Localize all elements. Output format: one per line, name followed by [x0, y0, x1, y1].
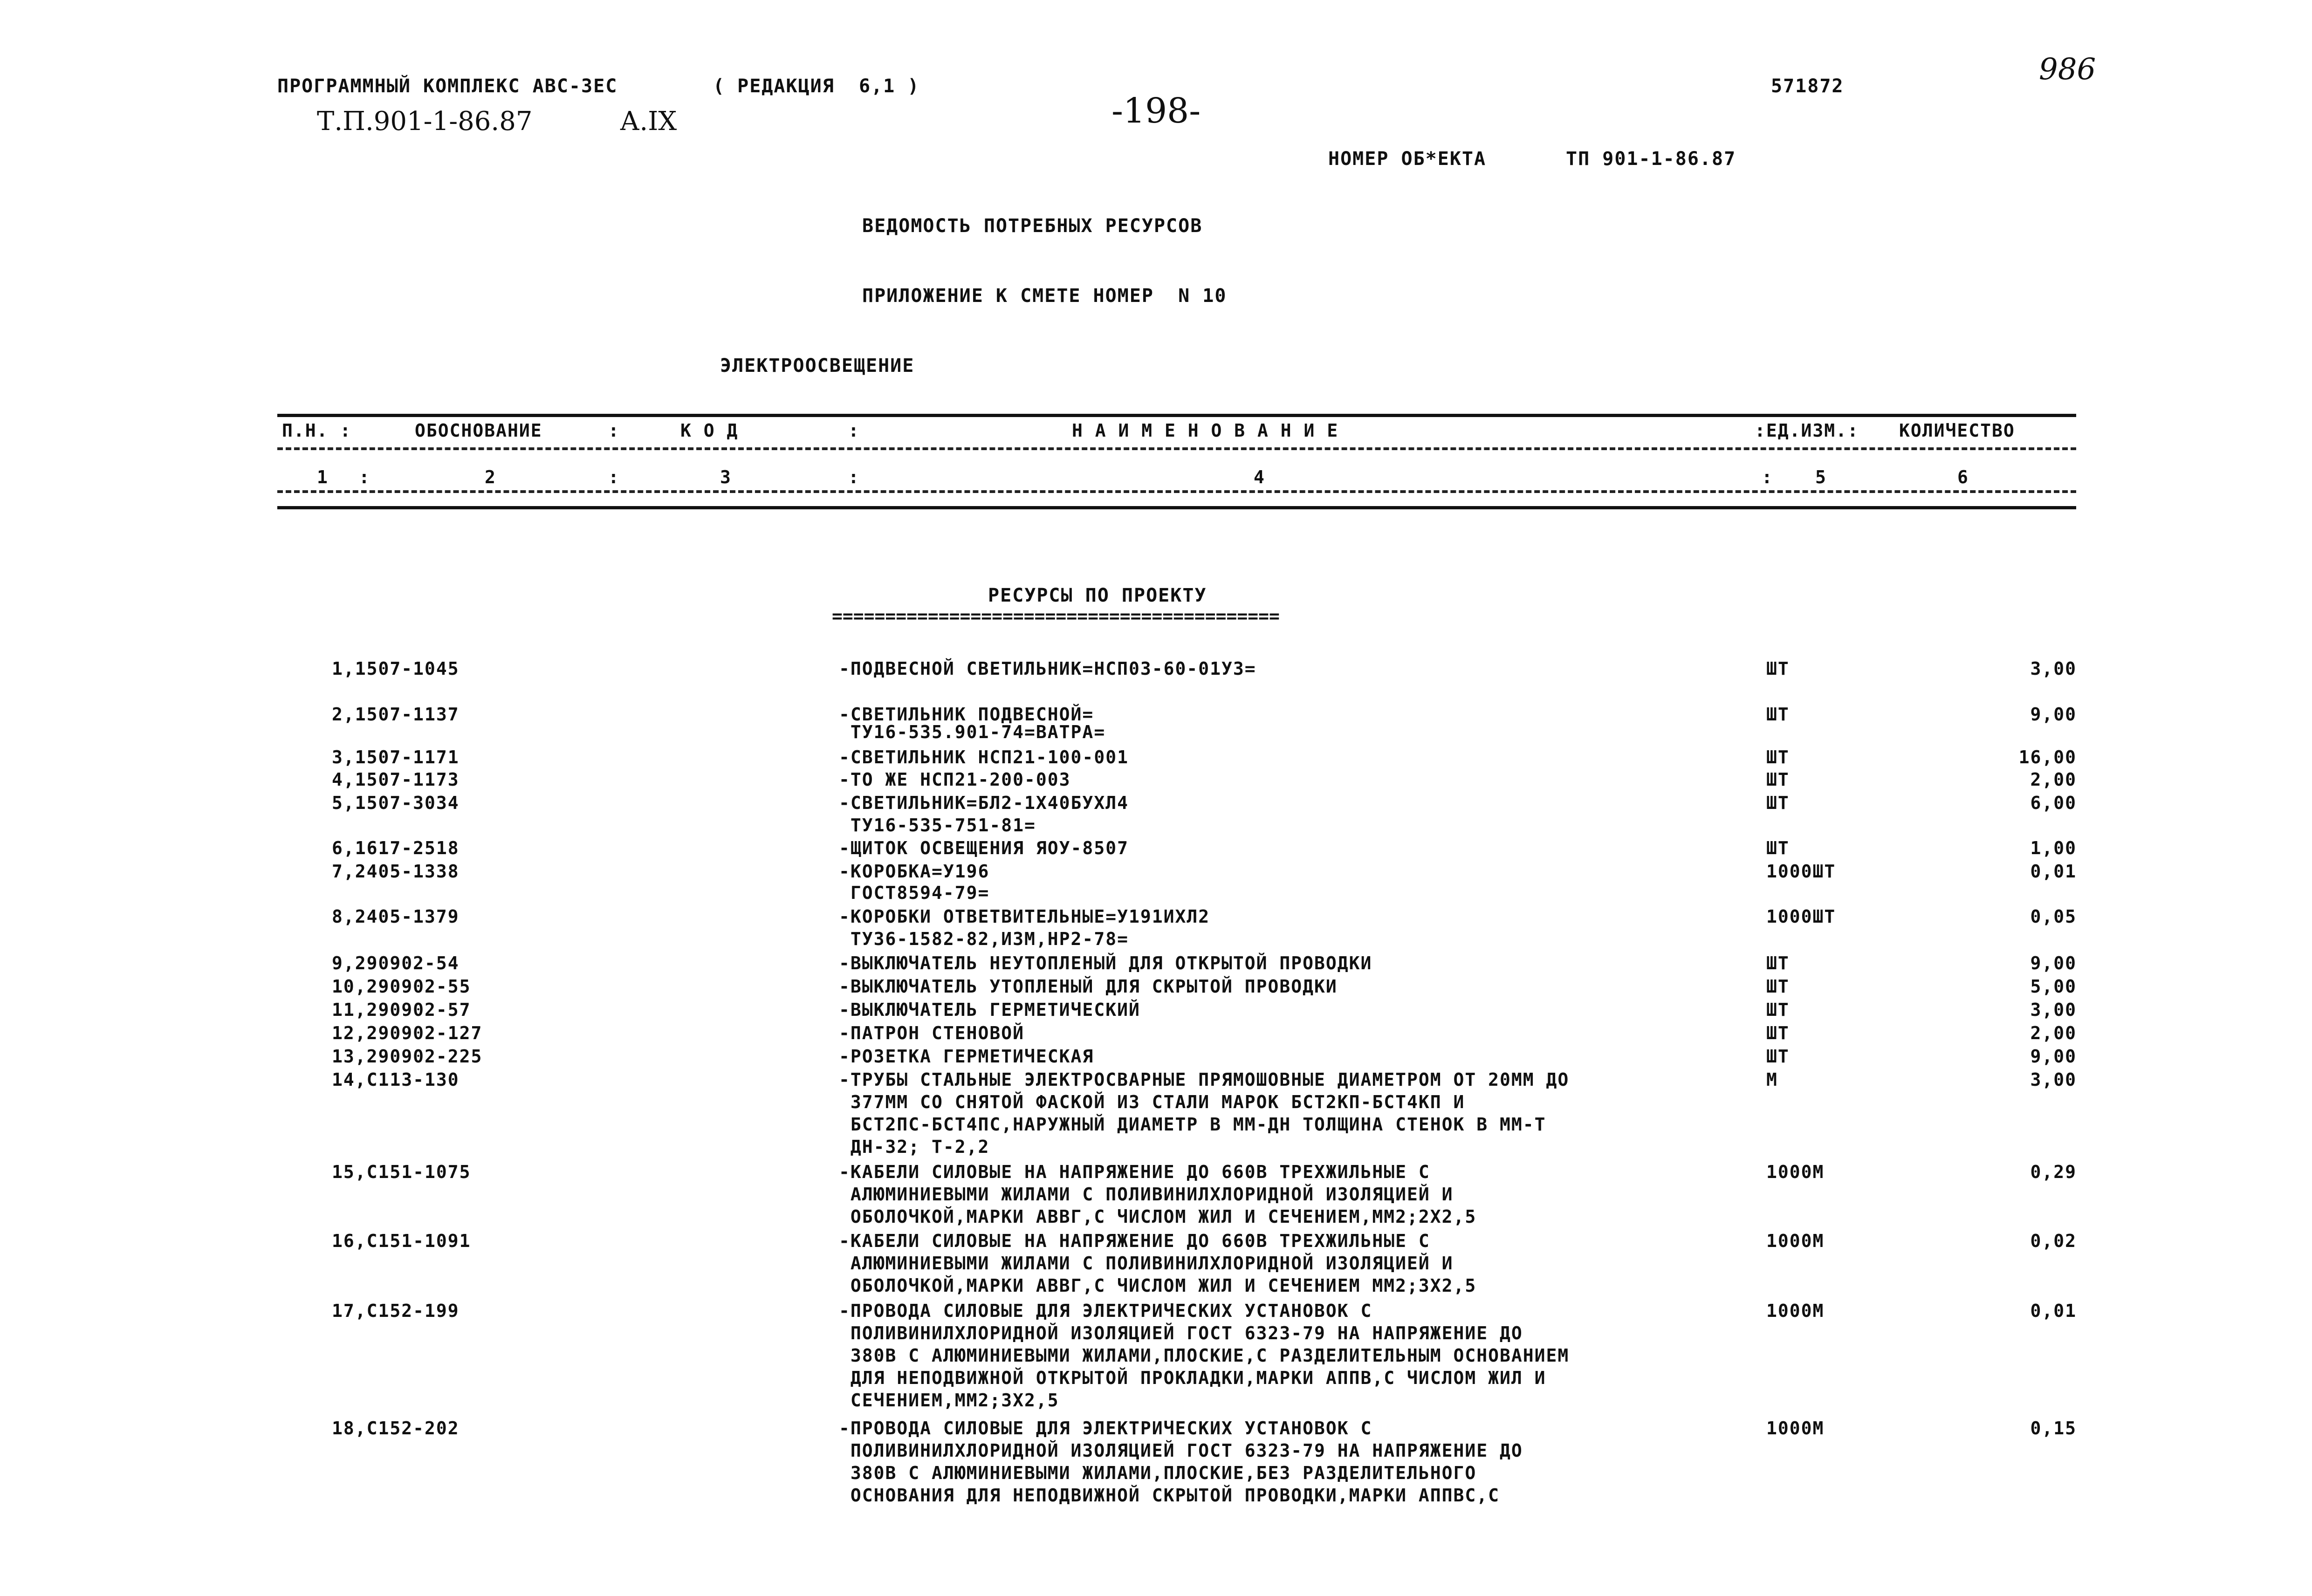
- row-code: 12,290902-127: [332, 1023, 483, 1043]
- row-name-line: АЛЮМИНИЕВЫМИ ЖИЛАМИ С ПОЛИВИНИЛХЛОРИДНОЙ ИЗОЛЯЦИЕЙ И: [839, 1184, 1454, 1205]
- row-code: 5,1507-3034: [332, 793, 460, 813]
- row-name-line: ОБОЛОЧКОЙ,МАРКИ АВВГ,С ЧИСЛОМ ЖИЛ И СЕЧЕНИЕМ,ММ2;2Х2,5: [839, 1206, 1477, 1227]
- row-code: 13,290902-225: [332, 1046, 483, 1067]
- col-separator: :: [608, 420, 620, 441]
- row-unit: ШТ: [1766, 953, 1790, 973]
- row-name-line: -ВЫКЛЮЧАТЕЛЬ ГЕРМЕТИЧЕСКИЙ: [839, 1000, 1140, 1020]
- row-quantity: 9,00: [2030, 1046, 2077, 1067]
- row-quantity: 0,29: [2030, 1162, 2077, 1182]
- row-name-line: СЕЧЕНИЕМ,ММ2;3Х2,5: [839, 1390, 1059, 1411]
- col-separator: :: [848, 467, 860, 487]
- row-quantity: 2,00: [2030, 769, 2077, 790]
- row-quantity: 3,00: [2030, 1069, 2077, 1090]
- row-name-line: ТУ16-535.901-74=ВАТРА=: [839, 722, 1106, 742]
- col-number-4: 4: [1254, 467, 1265, 487]
- col-number-1: 1: [317, 467, 329, 487]
- row-name-line: -ПРОВОДА СИЛОВЫЕ ДЛЯ ЭЛЕКТРИЧЕСКИХ УСТАНОВОК С: [839, 1418, 1372, 1438]
- row-code: 4,1507-1173: [332, 769, 460, 790]
- row-name-line: ТУ36-1582-82,ИЗМ,НР2-78=: [839, 929, 1129, 949]
- row-unit: 1000ШТ: [1766, 906, 1836, 927]
- row-unit: ШТ: [1766, 747, 1790, 767]
- row-quantity: 16,00: [2018, 747, 2077, 767]
- col-header-number: П.Н. :: [282, 420, 352, 441]
- table-header-divider: [277, 447, 2076, 450]
- document-title: ВЕДОМОСТЬ ПОТРЕБНЫХ РЕСУРСОВ: [862, 215, 1203, 237]
- col-separator: :: [359, 467, 370, 487]
- row-code: 16,С151-1091: [332, 1231, 471, 1251]
- row-name-line: -КОРОБКИ ОТВЕТВИТЕЛЬНЫЕ=У191ИХЛ2: [839, 906, 1210, 927]
- row-unit: 1000ШТ: [1766, 861, 1836, 882]
- row-code: 11,290902-57: [332, 1000, 471, 1020]
- row-quantity: 0,15: [2030, 1418, 2077, 1438]
- row-unit: М: [1766, 1069, 1778, 1090]
- document-code: 571872: [1771, 75, 1844, 97]
- row-name-line: -ЩИТОК ОСВЕЩЕНИЯ ЯОУ-8507: [839, 838, 1129, 858]
- col-number-6: 6: [1957, 467, 1969, 487]
- page-number: -198-: [1111, 91, 1201, 131]
- col-separator: :: [608, 467, 620, 487]
- col-number-2: 2: [485, 467, 496, 487]
- row-code: 2,1507-1137: [332, 704, 460, 725]
- row-quantity: 3,00: [2030, 658, 2077, 679]
- row-name-line: -СВЕТИЛЬНИК ПОДВЕСНОЙ=: [839, 704, 1094, 725]
- row-code: 3,1507-1171: [332, 747, 460, 767]
- corner-number: 986: [2039, 52, 2096, 87]
- row-name-line: -ТРУБЫ СТАЛЬНЫЕ ЭЛЕКТРОСВАРНЫЕ ПРЯМОШОВНЫЕ ДИАМЕТРОМ ОТ 20ММ ДО: [839, 1069, 1570, 1090]
- row-name-line: -СВЕТИЛЬНИК=БЛ2-1Х40БУХЛ4: [839, 793, 1129, 813]
- row-name-line: 377ММ СО СНЯТОЙ ФАСКОЙ ИЗ СТАЛИ МАРОК БСТ2КП-БСТ4КП И: [839, 1092, 1465, 1112]
- row-unit: ШТ: [1766, 1000, 1790, 1020]
- col-header-quantity: КОЛИЧЕСТВО: [1899, 420, 2015, 441]
- row-quantity: 5,00: [2030, 976, 2077, 997]
- row-name-line: -РОЗЕТКА ГЕРМЕТИЧЕСКАЯ: [839, 1046, 1094, 1067]
- row-unit: 1000М: [1766, 1418, 1825, 1438]
- row-name-line: ПОЛИВИНИЛХЛОРИДНОЙ ИЗОЛЯЦИЕЙ ГОСТ 6323-79 НА НАПРЯЖЕНИЕ ДО: [839, 1440, 1523, 1461]
- row-code: 15,С151-1075: [332, 1162, 471, 1182]
- col-number-5: 5: [1815, 467, 1827, 487]
- row-name-line: ПОЛИВИНИЛХЛОРИДНОЙ ИЗОЛЯЦИЕЙ ГОСТ 6323-79 НА НАПРЯЖЕНИЕ ДО: [839, 1323, 1523, 1343]
- row-quantity: 9,00: [2030, 704, 2077, 725]
- row-code: 9,290902-54: [332, 953, 460, 973]
- row-unit: ШТ: [1766, 838, 1790, 858]
- appendix-title: ПРИЛОЖЕНИЕ К СМЕТЕ НОМЕР N 10: [862, 285, 1227, 307]
- row-code: 17,С152-199: [332, 1301, 460, 1321]
- row-name-line: -ВЫКЛЮЧАТЕЛЬ НЕУТОПЛЕНЫЙ ДЛЯ ОТКРЫТОЙ ПРОВОДКИ: [839, 953, 1372, 973]
- row-code: 10,290902-55: [332, 976, 471, 997]
- row-name-line: ОБОЛОЧКОЙ,МАРКИ АВВГ,С ЧИСЛОМ ЖИЛ И СЕЧЕНИЕМ ММ2;3Х2,5: [839, 1275, 1477, 1296]
- col-header-code: К О Д: [680, 420, 739, 441]
- row-unit: 1000М: [1766, 1231, 1825, 1251]
- row-code: 1,1507-1045: [332, 658, 460, 679]
- row-name-line: БСТ2ПС-БСТ4ПС,НАРУЖНЫЙ ДИАМЕТР В ММ-ДН ТОЛЩИНА СТЕНОК В ММ-Т: [839, 1114, 1546, 1135]
- row-name-line: ДЛЯ НЕПОДВИЖНОЙ ОТКРЫТОЙ ПРОКЛАДКИ,МАРКИ АППВ,С ЧИСЛОМ ЖИЛ И: [839, 1368, 1546, 1388]
- row-name-line: ОСНОВАНИЯ ДЛЯ НЕПОДВИЖНОЙ СКРЫТОЙ ПРОВОДКИ,МАРКИ АППВС,С: [839, 1485, 1500, 1506]
- row-name-line: -СВЕТИЛЬНИК НСП21-100-001: [839, 747, 1129, 767]
- col-header-justification: ОБОСНОВАНИЕ: [415, 420, 542, 441]
- row-name-line: -ПРОВОДА СИЛОВЫЕ ДЛЯ ЭЛЕКТРИЧЕСКИХ УСТАНОВОК С: [839, 1301, 1372, 1321]
- row-unit: ШТ: [1766, 1046, 1790, 1067]
- row-quantity: 0,02: [2030, 1231, 2077, 1251]
- row-name-line: -ПОДВЕСНОЙ СВЕТИЛЬНИК=НСП03-60-01У3=: [839, 658, 1256, 679]
- col-header-name: Н А И М Е Н О В А Н И Е: [1072, 420, 1339, 441]
- album-number: А.IX: [620, 106, 677, 137]
- row-name-line: -КОРОБКА=У196: [839, 861, 990, 882]
- program-name: ПРОГРАММНЫЙ КОМПЛЕКС АВС-3ЕС: [277, 75, 618, 97]
- program-edition: ( РЕДАКЦИЯ 6,1 ): [713, 75, 920, 97]
- row-quantity: 0,01: [2030, 861, 2077, 882]
- row-quantity: 6,00: [2030, 793, 2077, 813]
- row-code: 18,С152-202: [332, 1418, 460, 1438]
- col-separator: :: [1762, 467, 1773, 487]
- resources-title: РЕСУРСЫ ПО ПРОЕКТУ: [988, 585, 1207, 606]
- row-unit: ШТ: [1766, 793, 1790, 813]
- row-unit: 1000М: [1766, 1162, 1825, 1182]
- row-unit: 1000М: [1766, 1301, 1825, 1321]
- table-bottom-rule-2: [277, 506, 2076, 509]
- row-name-line: 380В С АЛЮМИНИЕВЫМИ ЖИЛАМИ,ПЛОСКИЕ,БЕЗ РАЗДЕЛИТЕЛЬНОГО: [839, 1463, 1477, 1483]
- row-unit: ШТ: [1766, 976, 1790, 997]
- row-unit: ШТ: [1766, 769, 1790, 790]
- project-reference: Т.П.901-1-86.87: [317, 106, 533, 137]
- row-quantity: 3,00: [2030, 1000, 2077, 1020]
- row-code: 6,1617-2518: [332, 838, 460, 858]
- row-unit: ШТ: [1766, 704, 1790, 725]
- row-name-line: -КАБЕЛИ СИЛОВЫЕ НА НАПРЯЖЕНИЕ ДО 660В ТРЕХЖИЛЬНЫЕ С: [839, 1231, 1430, 1251]
- row-quantity: 9,00: [2030, 953, 2077, 973]
- row-name-line: -ТО ЖЕ НСП21-200-003: [839, 769, 1071, 790]
- row-name-line: -ПАТРОН СТЕНОВОЙ: [839, 1023, 1025, 1043]
- row-code: 7,2405-1338: [332, 861, 460, 882]
- col-number-3: 3: [720, 467, 732, 487]
- row-code: 8,2405-1379: [332, 906, 460, 927]
- row-quantity: 0,01: [2030, 1301, 2077, 1321]
- row-name-line: -КАБЕЛИ СИЛОВЫЕ НА НАПРЯЖЕНИЕ ДО 660В ТРЕХЖИЛЬНЫЕ С: [839, 1162, 1430, 1182]
- col-separator: :: [848, 420, 860, 441]
- table-top-rule: [277, 414, 2076, 417]
- object-number-label: НОМЕР ОБ*ЕКТА: [1328, 148, 1487, 170]
- row-name-line: -ВЫКЛЮЧАТЕЛЬ УТОПЛЕНЫЙ ДЛЯ СКРЫТОЙ ПРОВОДКИ: [839, 976, 1338, 997]
- row-name-line: ГОСТ8594-79=: [839, 883, 990, 903]
- row-quantity: 1,00: [2030, 838, 2077, 858]
- resources-title-underline: ==========================================: [832, 606, 1280, 626]
- row-quantity: 0,05: [2030, 906, 2077, 927]
- row-name-line: 380В С АЛЮМИНИЕВЫМИ ЖИЛАМИ,ПЛОСКИЕ,С РАЗДЕЛИТЕЛЬНЫМ ОСНОВАНИЕМ: [839, 1345, 1570, 1366]
- row-name-line: АЛЮМИНИЕВЫМИ ЖИЛАМИ С ПОЛИВИНИЛХЛОРИДНОЙ ИЗОЛЯЦИЕЙ И: [839, 1253, 1454, 1274]
- table-bottom-rule-1: [277, 490, 2076, 493]
- row-name-line: ДН-32; Т-2,2: [839, 1137, 990, 1157]
- row-name-line: ТУ16-535-751-81=: [839, 815, 1036, 836]
- row-quantity: 2,00: [2030, 1023, 2077, 1043]
- row-code: 14,С113-130: [332, 1069, 460, 1090]
- col-header-unit: :ЕД.ИЗМ.:: [1755, 420, 1859, 441]
- row-unit: ШТ: [1766, 1023, 1790, 1043]
- section-title: ЭЛЕКТРООСВЕЩЕНИЕ: [720, 355, 915, 377]
- object-number-value: ТП 901-1-86.87: [1566, 148, 1736, 170]
- row-unit: ШТ: [1766, 658, 1790, 679]
